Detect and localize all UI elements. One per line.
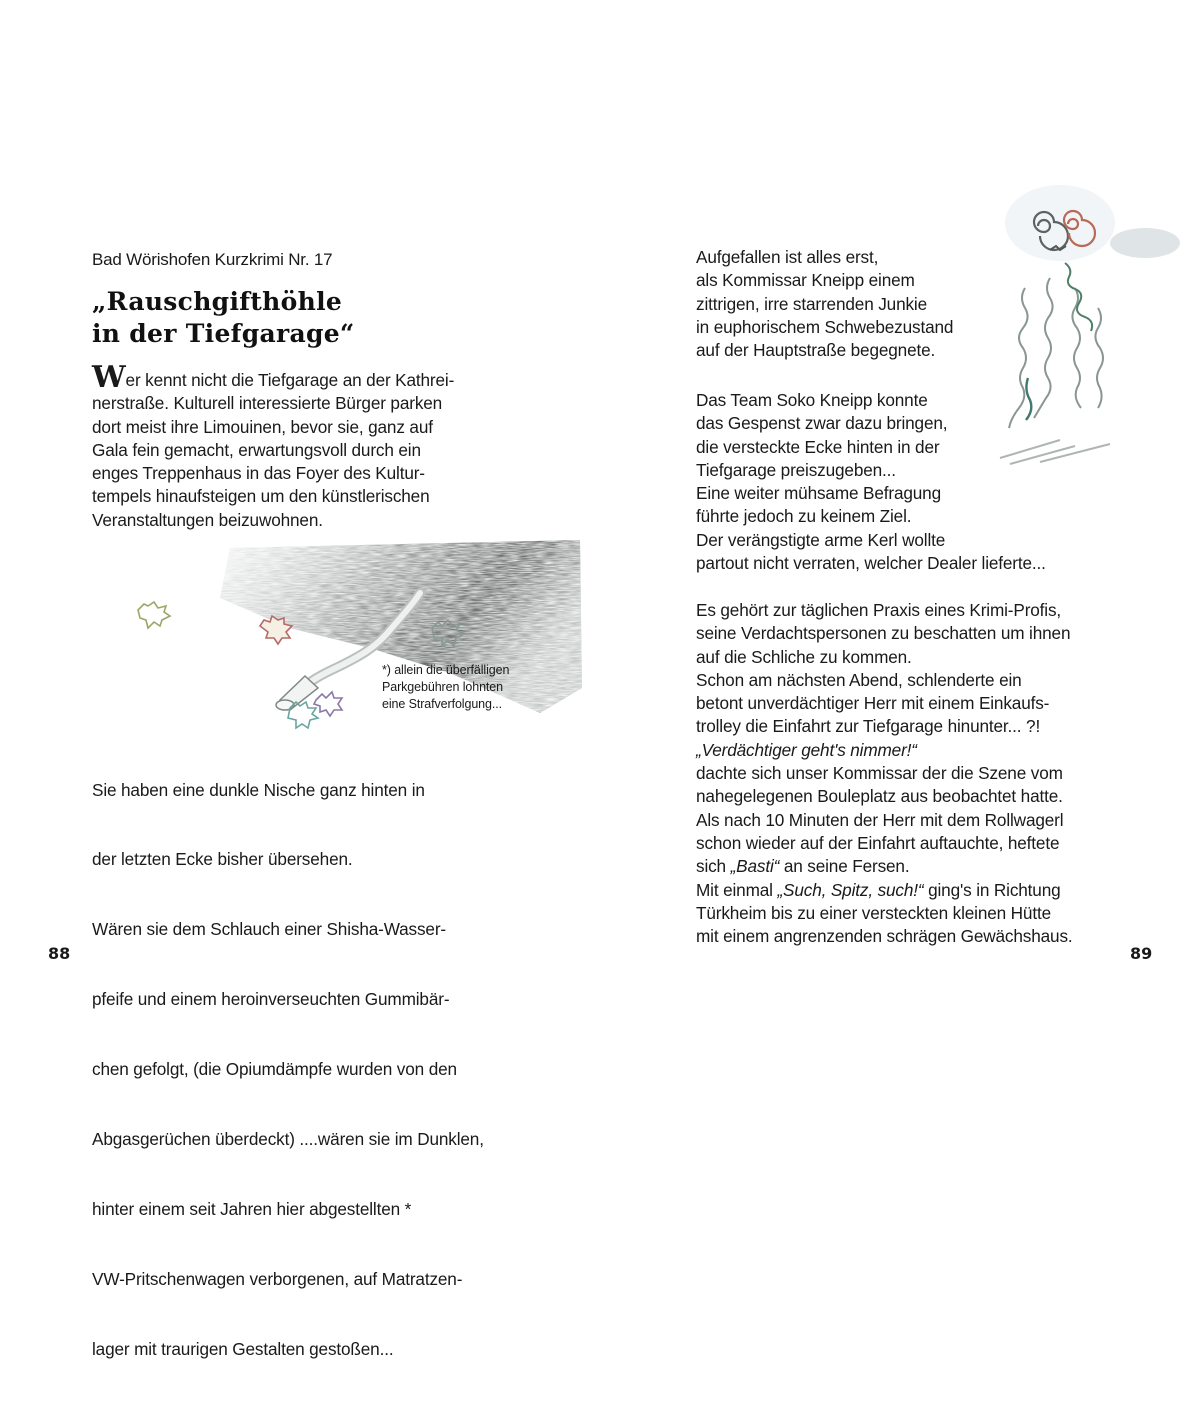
title-line-2: in der Tiefgarage“ — [92, 319, 355, 348]
title-line-1: „Rauschgifthöhle — [92, 287, 343, 316]
p3-line: seine Verdachtspersonen zu beschatten um ihnen — [696, 623, 1071, 644]
footnote-line: eine Strafverfolgung... — [382, 697, 502, 711]
cont-line: Abgasgerüchen überdeckt) ....wären sie im Dunklen, — [92, 1129, 484, 1150]
garage-illustration — [120, 538, 590, 738]
series-label: Bad Wörishofen Kurzkrimi Nr. 17 — [92, 250, 333, 269]
p3-line: trolley die Einfahrt zur Tiefgarage hinunter... ?! — [696, 716, 1041, 737]
footnote-line: *) allein die überfälligen — [382, 663, 510, 677]
p3-line: Als nach 10 Minuten der Herr mit dem Rollwagerl — [696, 809, 1064, 830]
gummy-bear-teal — [288, 702, 318, 728]
cont-line: pfeife und einem heroinverseuchten Gummibär- — [92, 989, 450, 1010]
intro-line: Gala fein gemacht, erwartungsvoll durch ein — [92, 439, 421, 460]
p3-line: mit einem angrenzenden schrägen Gewächshaus. — [696, 926, 1073, 947]
continuation-paragraph — [92, 732, 484, 1408]
p3-line: schon wieder auf der Einfahrt auftauchte, heftete — [696, 832, 1060, 853]
p1-line: zittrigen, irre starrenden Junkie — [696, 293, 928, 314]
p3-line: nahegelegenen Bouleplatz aus beobachtet hatte. — [696, 786, 1063, 807]
cont-line: lager mit traurigen Gestalten gestoßen... — [92, 1338, 394, 1359]
right-page — [600, 0, 1200, 1200]
such-line: Mit einmal „Such, Spitz, such!“ ging's in Richtung — [696, 879, 1061, 900]
left-page — [0, 0, 600, 1359]
p2-line: die versteckte Ecke hinten in der — [696, 436, 940, 457]
p2-line: Das Team Soko Kneipp konnte — [696, 390, 928, 410]
p2-line: partout nicht verraten, welcher Dealer lieferte... — [696, 553, 1046, 574]
p3-line: betont unverdächtiger Herr mit einem Einkaufs- — [696, 693, 1050, 714]
cont-line: Wären sie dem Schlauch einer Shisha-Wasser- — [92, 919, 446, 940]
dropcap: W — [92, 360, 126, 395]
p2-line: Eine weiter mühsame Befragung — [696, 483, 942, 504]
cont-line: chen gefolgt, (die Opiumdämpfe wurden von den — [92, 1059, 457, 1080]
footnote — [382, 662, 509, 713]
p2-line: führte jedoch zu keinem Ziel. — [696, 506, 912, 527]
p3-line: Türkheim bis zu einer versteckten kleinen Hütte — [696, 902, 1052, 923]
footnote-line: Parkgebühren lohnten — [382, 680, 504, 694]
intro-line: dort meist ihre Limouinen, bevor sie, ganz auf — [92, 416, 433, 437]
p1-line: Aufgefallen ist alles erst, — [696, 247, 879, 267]
p1-line: auf der Hauptstraße begegnete. — [696, 340, 936, 361]
intro-line: nerstraße. Kulturell interessierte Bürger parken — [92, 393, 443, 414]
paragraph-3 — [696, 599, 1073, 948]
gummy-bear-purple — [314, 692, 342, 716]
p2-line: Tiefgarage preiszugeben... — [696, 459, 896, 480]
p2-line: das Gespenst zwar dazu bringen, — [696, 413, 948, 434]
p3-line: auf die Schliche zu kommen. — [696, 646, 912, 667]
page-number-right: 89 — [1130, 944, 1153, 963]
p1-line: in euphorischem Schwebezustand — [696, 316, 954, 337]
paragraph-2 — [696, 389, 1046, 575]
intro-line: tempels hinaufsteigen um den künstlerischen — [92, 486, 430, 507]
page-number-left: 88 — [48, 944, 71, 963]
p2-line: Der verängstigte arme Kerl wollte — [696, 529, 946, 550]
p3-line: dachte sich unser Kommissar der die Szene vom — [696, 763, 1063, 784]
cont-line: der letzten Ecke bisher übersehen. — [92, 849, 353, 870]
intro-line: Veranstaltungen beizuwohnen. — [92, 509, 323, 530]
intro-line-0: Wer kennt nicht die Tiefgarage an der Kathrei- — [92, 360, 455, 395]
basti-line: sich „Basti“ an seine Fersen. — [696, 856, 910, 877]
p3-line: Es gehört zur täglichen Praxis eines Krimi-Profis, — [696, 600, 1062, 620]
gummy-bear-yellow — [138, 602, 170, 628]
intro-line: enges Treppenhaus in das Foyer des Kultur- — [92, 463, 425, 484]
intro-paragraph — [92, 360, 455, 532]
paragraph-1 — [696, 246, 953, 362]
cont-line: VW-Pritschenwagen verborgenen, auf Matratzen- — [92, 1268, 463, 1289]
quote-line: „Verdächtiger geht's nimmer!“ — [696, 739, 917, 760]
cont-line: Sie haben eine dunkle Nische ganz hinten in — [92, 779, 425, 800]
p1-line: als Kommissar Kneipp einem — [696, 270, 915, 291]
cont-line: hinter einem seit Jahren hier abgestellten * — [92, 1198, 412, 1219]
story-title — [92, 286, 355, 350]
p3-line: Schon am nächsten Abend, schlenderte ein — [696, 669, 1022, 690]
